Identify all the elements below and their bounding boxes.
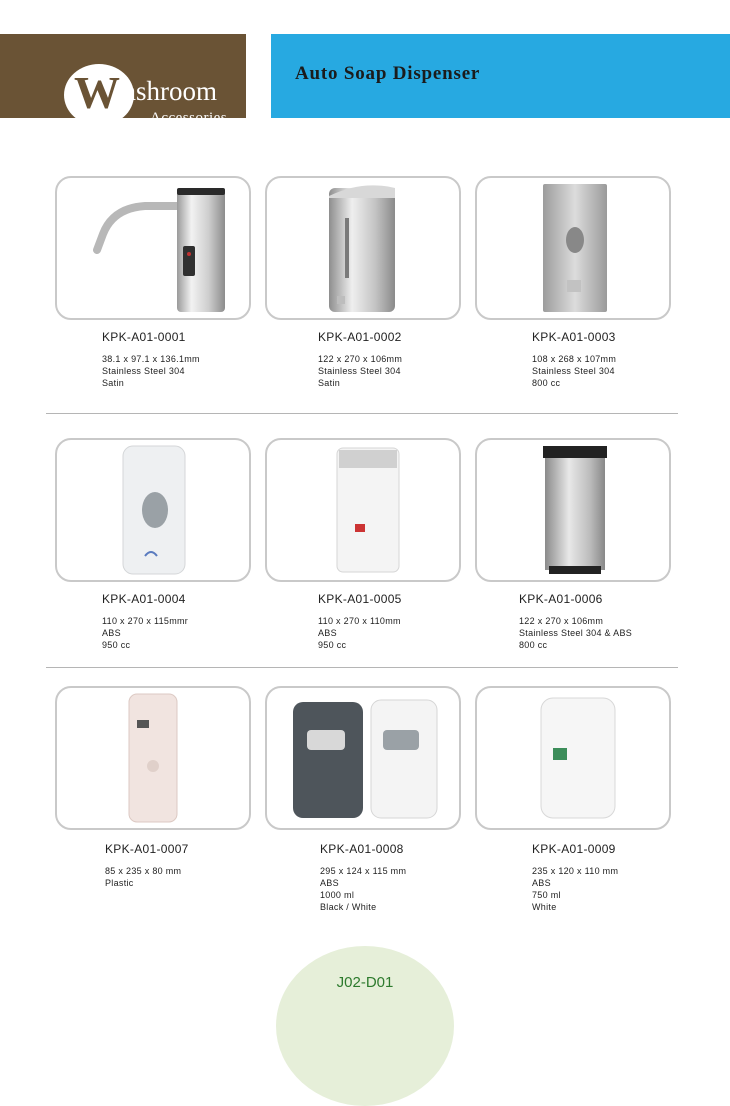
page-title: Auto Soap Dispenser	[295, 63, 481, 84]
spec-line: 800 cc	[519, 640, 548, 650]
spec-line: 122 x 270 x 106mm	[318, 354, 403, 364]
spec-line: White	[532, 902, 557, 912]
product-specs	[519, 615, 632, 651]
product-specs	[102, 615, 188, 651]
spec-line: Stainless Steel 304 & ABS	[519, 628, 633, 638]
product-code: KPK-A01-0005	[318, 592, 402, 606]
spec-line: Stainless Steel 304	[318, 366, 401, 376]
logo-wordmark: ashroom	[124, 76, 217, 106]
spec-line: 950 cc	[318, 640, 347, 650]
product-specs	[318, 615, 401, 651]
spec-line: ABS	[532, 878, 551, 888]
product-card-2[interactable]	[265, 176, 461, 320]
product-code: KPK-A01-0009	[532, 842, 616, 856]
product-specs	[318, 353, 402, 389]
white-wall-dispenser-image	[477, 688, 669, 828]
plastic-dispenser-image	[57, 688, 249, 828]
row-divider	[46, 667, 678, 668]
spec-line: 235 x 120 x 110 mm	[532, 866, 619, 876]
product-code: KPK-A01-0006	[519, 592, 603, 606]
product-specs	[532, 865, 618, 913]
spec-line: 110 x 270 x 115mmr	[102, 616, 189, 626]
black-white-dispensers-image	[267, 688, 459, 828]
product-card-3[interactable]	[475, 176, 671, 320]
product-card-5[interactable]	[265, 438, 461, 582]
product-specs	[102, 353, 200, 389]
product-code: KPK-A01-0001	[102, 330, 186, 344]
spec-line: Stainless Steel 304	[532, 366, 615, 376]
spec-line: 122 x 270 x 106mm	[519, 616, 604, 626]
brand-logo	[0, 34, 246, 126]
row-divider	[46, 413, 678, 414]
spec-line: Plastic	[105, 878, 134, 888]
white-dispenser-image	[57, 440, 249, 580]
spec-line: 800 cc	[532, 378, 561, 388]
spec-line: 1000 ml	[320, 890, 355, 900]
spec-line: 950 cc	[102, 640, 131, 650]
logo-initial: W	[74, 67, 120, 118]
spec-line: 295 x 124 x 115 mm	[320, 866, 407, 876]
product-code: KPK-A01-0008	[320, 842, 404, 856]
product-code: KPK-A01-0002	[318, 330, 402, 344]
logo-subtitle: Accessories	[150, 110, 228, 126]
spec-line: 750 ml	[532, 890, 561, 900]
spec-line: 110 x 270 x 110mm	[318, 616, 401, 626]
page-code: J02-D01	[336, 974, 394, 991]
spec-line: Satin	[102, 378, 125, 388]
product-specs	[532, 353, 616, 389]
product-card-6[interactable]	[475, 438, 671, 582]
spec-line: 108 x 268 x 107mm	[532, 354, 617, 364]
product-card-1[interactable]	[55, 176, 251, 320]
steel-black-cap-dispenser-image	[477, 440, 669, 580]
product-card-9[interactable]	[475, 686, 671, 830]
spec-line: Stainless Steel 304	[102, 366, 185, 376]
product-code: KPK-A01-0004	[102, 592, 186, 606]
spec-line: Satin	[318, 378, 341, 388]
product-specs	[105, 865, 181, 889]
spec-line: 85 x 235 x 80 mm	[105, 866, 182, 876]
spec-line: 38.1 x 97.1 x 136.1mm	[102, 354, 200, 364]
spec-line: ABS	[320, 878, 339, 888]
page-number-tab	[276, 946, 454, 1106]
header-bar	[271, 34, 730, 118]
product-card-4[interactable]	[55, 438, 251, 582]
product-specs	[320, 865, 406, 913]
product-card-7[interactable]	[55, 686, 251, 830]
spec-line: ABS	[102, 628, 121, 638]
stainless-dispenser-image	[267, 178, 459, 318]
white-dispenser-steel-top-image	[267, 440, 459, 580]
faucet-dispenser-image	[57, 178, 249, 318]
product-card-8[interactable]	[265, 686, 461, 830]
wall-box-dispenser-image	[477, 178, 669, 318]
product-code: KPK-A01-0003	[532, 330, 616, 344]
product-code: KPK-A01-0007	[105, 842, 189, 856]
spec-line: ABS	[318, 628, 337, 638]
spec-line: Black / White	[320, 902, 377, 912]
